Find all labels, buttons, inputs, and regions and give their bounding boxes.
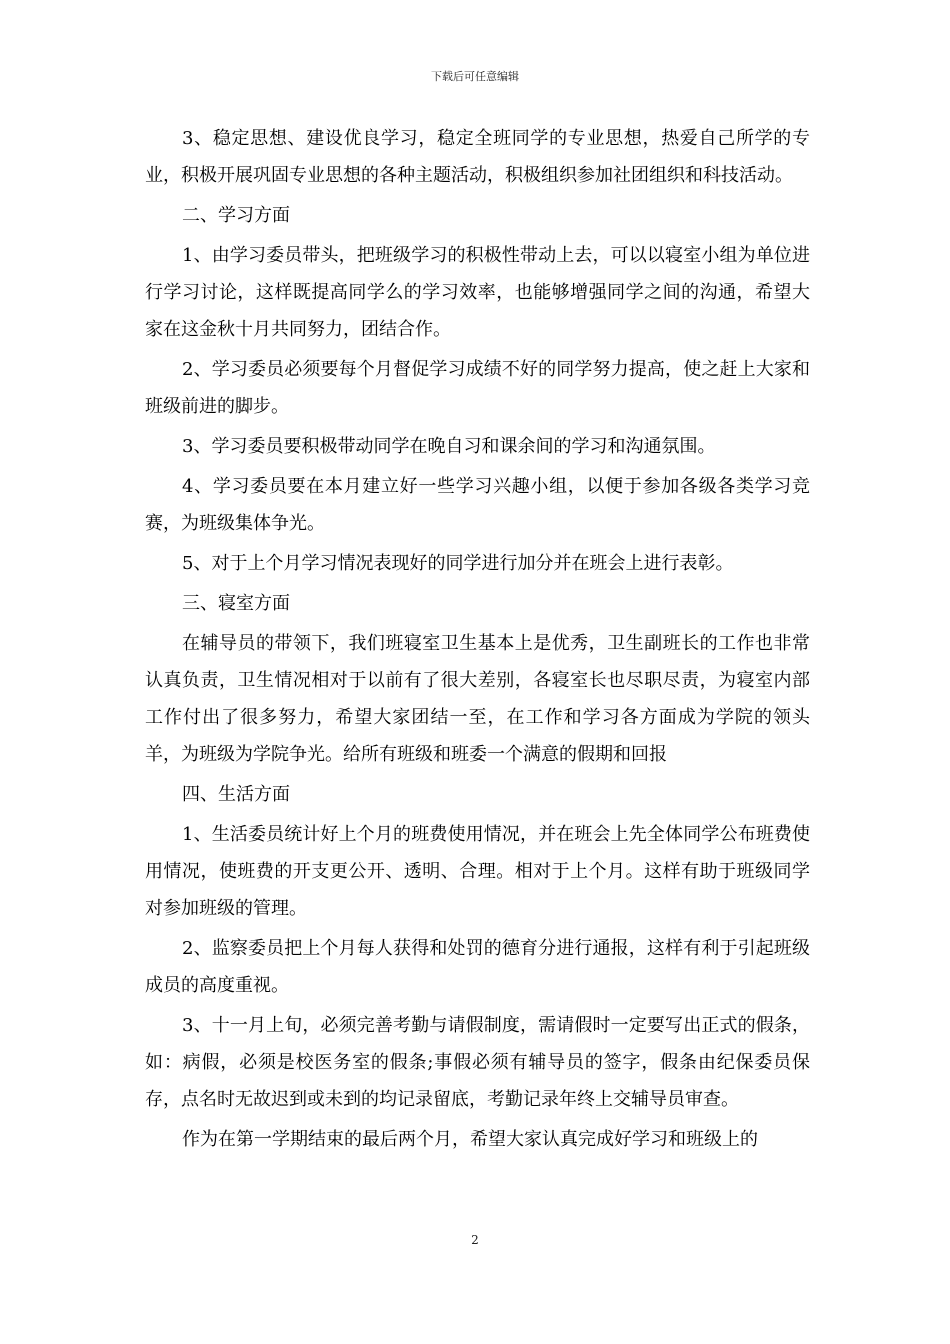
paragraph: 3、学习委员要积极带动同学在晚自习和课余间的学习和沟通氛围。 (182, 436, 716, 457)
paragraph: 5、对于上个月学习情况表现好的同学进行加分并在班会上进行表彰。 (182, 553, 734, 574)
page-number: 2 (471, 1233, 479, 1247)
paragraph: 在辅导员的带领下，我们班寝室卫生基本上是优秀，卫生副班长的工作也非常认真负责，卫生情况相对于以前有了很大差别，各寝室长也尽职尽责，为寝室内部工作付出了很多努力，希望大家团结一至，在工作和学习各方面成为学院的领头羊，为班级为学院争光。给所有班级和班委一个满意的假期和回报 (145, 633, 810, 765)
section-heading: 四、生活方面 (182, 784, 290, 805)
section-heading: 三、寝室方面 (182, 593, 290, 614)
paragraph: 作为在第一学期结束的最后两个月，希望大家认真完成好学习和班级上的 (182, 1129, 758, 1150)
section-heading: 二、学习方面 (182, 205, 290, 226)
paragraph: 4、学习委员要在本月建立好一些学习兴趣小组，以便于参加各级各类学习竞赛，为班级集体争光。 (145, 476, 810, 534)
document-body (145, 120, 810, 1161)
paragraph: 2、监察委员把上个月每人获得和处罚的德育分进行通报，这样有利于引起班级成员的高度重视。 (145, 938, 810, 996)
header-note: 下载后可任意编辑 (431, 70, 519, 83)
paragraph: 2、学习委员必须要每个月督促学习成绩不好的同学努力提高，使之赶上大家和班级前进的脚步。 (145, 359, 810, 417)
paragraph: 3、十一月上旬，必须完善考勤与请假制度，需请假时一定要写出正式的假条，如：病假，必须是校医务室的假条;事假必须有辅导员的签字，假条由纪保委员保存，点名时无故迟到或未到的均记录留底，考勤记录年终上交辅导员审查。 (145, 1015, 810, 1110)
paragraph: 1、生活委员统计好上个月的班费使用情况，并在班会上先全体同学公布班费使用情况，使班费的开支更公开、透明、合理。相对于上个月。这样有助于班级同学对参加班级的管理。 (145, 824, 810, 919)
paragraph: 3、稳定思想、建设优良学习，稳定全班同学的专业思想，热爱自己所学的专业，积极开展巩固专业思想的各种主题活动，积极组织参加社团组织和科技活动。 (145, 128, 810, 186)
paragraph: 1、由学习委员带头，把班级学习的积极性带动上去，可以以寝室小组为单位进行学习讨论，这样既提高同学么的学习效率，也能够增强同学之间的沟通，希望大家在这金秋十月共同努力，团结合作。 (145, 245, 810, 340)
